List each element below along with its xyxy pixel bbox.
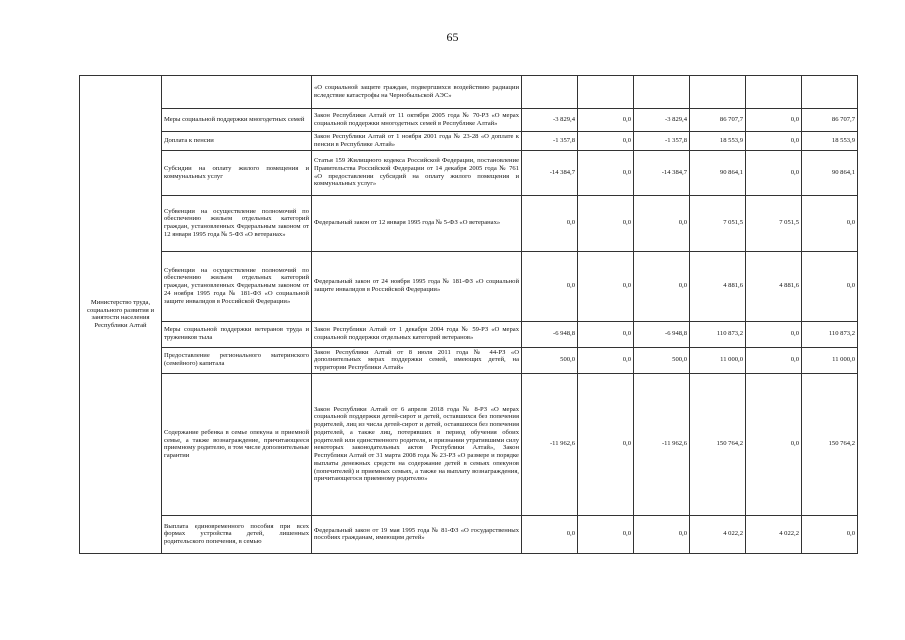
value-cell-2: 0,0 bbox=[578, 150, 634, 195]
value-cell-1: 0,0 bbox=[522, 251, 578, 321]
agency-cell: Министерство труда, социального развития и занятости населения Республики Алтай bbox=[80, 76, 162, 554]
value-cell-5: 0,0 bbox=[746, 109, 802, 132]
value-cell-5: 7 051,5 bbox=[746, 195, 802, 251]
law-cell: Закон Республики Алтай от 11 октября 2005 года № 70-РЗ «О мерах социальной поддержки многодетных семей в Республике Алтай» bbox=[312, 109, 522, 132]
table-row bbox=[80, 76, 858, 109]
value-cell-5: 0,0 bbox=[746, 321, 802, 347]
table-row bbox=[80, 150, 858, 195]
law-cell: Закон Республики Алтай от 8 июля 2011 года № 44-РЗ «О дополнительных мерах поддержки семей, имеющих детей, на территории Республики Алтай» bbox=[312, 347, 522, 373]
value-cell-5: 0,0 bbox=[746, 150, 802, 195]
measure-cell: Меры социальной поддержки ветеранов труда и тружеников тыла bbox=[162, 321, 312, 347]
value-cell-3: -6 948,8 bbox=[634, 321, 690, 347]
value-cell-1: 0,0 bbox=[522, 515, 578, 553]
law-cell: Закон Республики Алтай от 6 апреля 2018 года № 8-РЗ «О мерах социальной поддержки детей-сирот и детей, оставшихся без попечения родителей, лиц из числа детей-сирот и детей, оставшихся без попечения родителей, а также лиц, потерявших в период обучения обоих родителей или единственного родителя, и признании утратившими силу некоторых законодательных актов Республики Алтай», Закон Республики Алтай от 31 марта 2008 года № 23-РЗ «О размере и порядке выплаты денежных средств на содержание детей в семьях опекунов (попечителей) и приемных семьях, а также на выплату вознаграждения, причитающегося приемному родителю» bbox=[312, 373, 522, 515]
value-cell-3: -14 384,7 bbox=[634, 150, 690, 195]
value-cell-2: 0,0 bbox=[578, 347, 634, 373]
measure-cell: Доплата к пенсии bbox=[162, 132, 312, 151]
value-cell-2: 0,0 bbox=[578, 251, 634, 321]
value-cell-4: 4 022,2 bbox=[690, 515, 746, 553]
value-cell-1: -11 962,6 bbox=[522, 373, 578, 515]
value-cell-6: 86 707,7 bbox=[802, 109, 858, 132]
value-cell-1: -6 948,8 bbox=[522, 321, 578, 347]
value-cell-1: 0,0 bbox=[522, 195, 578, 251]
value-cell-1: -3 829,4 bbox=[522, 109, 578, 132]
value-cell-2: 0,0 bbox=[578, 109, 634, 132]
value-cell-6: 150 764,2 bbox=[802, 373, 858, 515]
value-cell-1: -1 357,8 bbox=[522, 132, 578, 151]
law-cell: Закон Республики Алтай от 1 ноября 2001 года № 23-28 «О доплате к пенсии в Республике Алтай» bbox=[312, 132, 522, 151]
value-cell-6: 18 553,9 bbox=[802, 132, 858, 151]
value-cell-6 bbox=[802, 76, 858, 109]
value-cell-5: 0,0 bbox=[746, 373, 802, 515]
law-cell: Федеральный закон от 12 января 1995 года № 5-ФЗ «О ветеранах» bbox=[312, 195, 522, 251]
table-row bbox=[80, 132, 858, 151]
value-cell-6: 90 864,1 bbox=[802, 150, 858, 195]
measure-cell: Предоставление регионального материнского (семейного) капитала bbox=[162, 347, 312, 373]
value-cell-5: 0,0 bbox=[746, 347, 802, 373]
table-row bbox=[80, 109, 858, 132]
value-cell-4: 90 864,1 bbox=[690, 150, 746, 195]
value-cell-5: 4 881,6 bbox=[746, 251, 802, 321]
value-cell-2: 0,0 bbox=[578, 373, 634, 515]
value-cell-1: 500,0 bbox=[522, 347, 578, 373]
value-cell-3: 0,0 bbox=[634, 251, 690, 321]
value-cell-3: 500,0 bbox=[634, 347, 690, 373]
value-cell-1: -14 384,7 bbox=[522, 150, 578, 195]
value-cell-6: 11 000,0 bbox=[802, 347, 858, 373]
law-cell: Федеральный закон от 24 ноября 1995 года № 181-ФЗ «О социальной защите инвалидов в Российской Федерации» bbox=[312, 251, 522, 321]
value-cell-2 bbox=[578, 76, 634, 109]
value-cell-2: 0,0 bbox=[578, 321, 634, 347]
value-cell-1 bbox=[522, 76, 578, 109]
value-cell-3: -3 829,4 bbox=[634, 109, 690, 132]
value-cell-5: 4 022,2 bbox=[746, 515, 802, 553]
value-cell-4 bbox=[690, 76, 746, 109]
value-cell-5: 0,0 bbox=[746, 132, 802, 151]
table-row bbox=[80, 373, 858, 515]
law-cell: Федеральный закон от 19 мая 1995 года № 81-ФЗ «О государственных пособиях гражданам, имеющим детей» bbox=[312, 515, 522, 553]
value-cell-4: 11 000,0 bbox=[690, 347, 746, 373]
table-row bbox=[80, 347, 858, 373]
law-cell: Статья 159 Жилищного кодекса Российской Федерации, постановление Правительства Российской Федерации от 14 декабря 2005 года № 761 «О предоставлении субсидий на оплату жилого помещения и коммунальных услуг» bbox=[312, 150, 522, 195]
value-cell-4: 110 873,2 bbox=[690, 321, 746, 347]
law-cell: Закон Республики Алтай от 1 декабря 2004 года № 59-РЗ «О мерах социальной поддержки отдельных категорий ветеранов» bbox=[312, 321, 522, 347]
value-cell-2: 0,0 bbox=[578, 515, 634, 553]
value-cell-2: 0,0 bbox=[578, 195, 634, 251]
value-cell-3 bbox=[634, 76, 690, 109]
measure-cell: Содержание ребенка в семье опекуна и приемной семье, а также вознаграждение, причитающееся приемному родителю, в том числе дополнительные гарантии bbox=[162, 373, 312, 515]
value-cell-2: 0,0 bbox=[578, 132, 634, 151]
value-cell-6: 0,0 bbox=[802, 195, 858, 251]
value-cell-4: 150 764,2 bbox=[690, 373, 746, 515]
budget-table bbox=[79, 75, 858, 554]
value-cell-4: 18 553,9 bbox=[690, 132, 746, 151]
table-row bbox=[80, 321, 858, 347]
value-cell-3: 0,0 bbox=[634, 515, 690, 553]
value-cell-5 bbox=[746, 76, 802, 109]
measure-cell: Выплата единовременного пособия при всех формах устройства детей, лишенных родительского попечения, в семью bbox=[162, 515, 312, 553]
measure-cell: Субвенции на осуществление полномочий по обеспечению жильем отдельных категорий граждан, установленных Федеральным законом от 12 января 1995 года № 5-ФЗ «О ветеранах» bbox=[162, 195, 312, 251]
measure-cell bbox=[162, 76, 312, 109]
page-number: 65 bbox=[446, 30, 459, 44]
table-row bbox=[80, 515, 858, 553]
value-cell-3: -1 357,8 bbox=[634, 132, 690, 151]
value-cell-4: 4 881,6 bbox=[690, 251, 746, 321]
law-cell: «О социальной защите граждан, подвергшихся воздействию радиации вследствие катастрофы на Чернобыльской АЭС» bbox=[312, 76, 522, 109]
measure-cell: Субсидии на оплату жилого помещения и коммунальных услуг bbox=[162, 150, 312, 195]
table-row bbox=[80, 195, 858, 251]
measure-cell: Субвенции на осуществление полномочий по обеспечению жильем отдельных категорий граждан, установленных Федеральным законом от 24 ноября 1995 года № 181-ФЗ «О социальной защите инвалидов в Российской Федерации» bbox=[162, 251, 312, 321]
value-cell-6: 0,0 bbox=[802, 515, 858, 553]
value-cell-6: 110 873,2 bbox=[802, 321, 858, 347]
value-cell-4: 86 707,7 bbox=[690, 109, 746, 132]
table-body bbox=[80, 76, 858, 554]
value-cell-6: 0,0 bbox=[802, 251, 858, 321]
measure-cell: Меры социальной поддержки многодетных семей bbox=[162, 109, 312, 132]
table-row bbox=[80, 251, 858, 321]
value-cell-4: 7 051,5 bbox=[690, 195, 746, 251]
value-cell-3: -11 962,6 bbox=[634, 373, 690, 515]
value-cell-3: 0,0 bbox=[634, 195, 690, 251]
